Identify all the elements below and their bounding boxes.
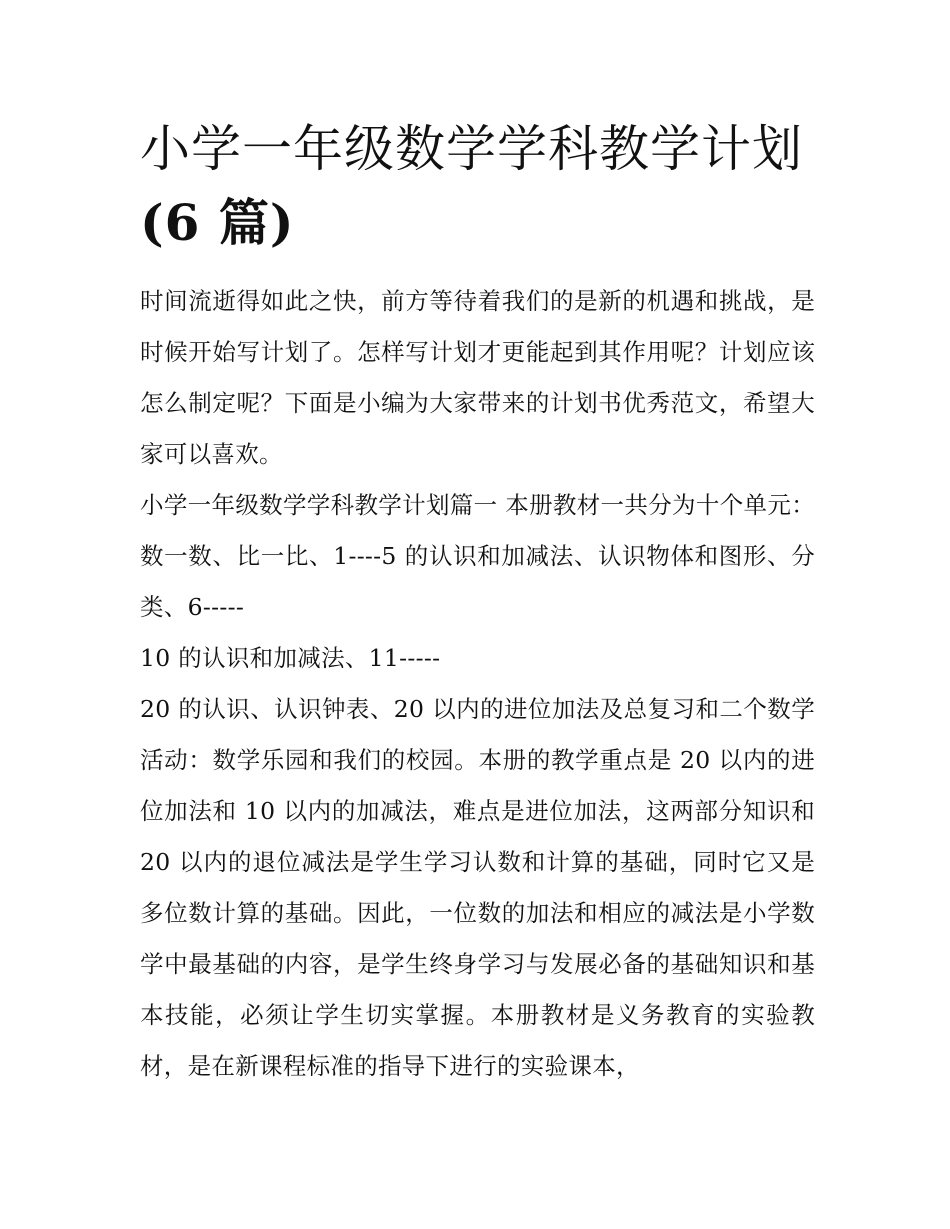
paragraph-content: 20 的认识、认识钟表、20 以内的进位加法及总复习和二个数学活动：数学乐园和我们的校园。本册的教学重点是 20 以内的进位加法和 10 以内的加减法，难点是进位加法，这两部分知识和 20 以内的退位减法是学生学习认数和计算的基础，同时它又是多位数计算的基础。因此，一位数的加法和相应的减法是小学数学中最基础的内容，是学生终身学习与发展必备的基础知识和基本技能，必须让学生切实掌握。本册教材是义务教育的实验教材，是在新课程标准的指导下进行的实验课本， <box>140 695 815 1080</box>
document-page <box>140 112 815 1092</box>
title-line-1: 小学一年级数学学科教学计划 <box>140 120 803 178</box>
paragraph-intro: 时间流逝得如此之快，前方等待着我们的是新的机遇和挑战，是时候开始写计划了。怎样写计划才更能起到其作用呢？计划应该怎么制定呢？下面是小编为大家带来的计划书优秀范文，希望大家可以喜欢。 <box>140 287 815 468</box>
title-line-2: (6 篇) <box>140 193 295 252</box>
paragraph-fragment: 10 的认识和加减法、11----- <box>140 644 441 672</box>
paragraph-plan-one: 小学一年级数学学科教学计划篇一 本册教材一共分为十个单元：数一数、比一比、1----5 的认识和加减法、认识物体和图形、分类、6----- <box>140 491 815 621</box>
document-title <box>140 112 815 260</box>
document-body <box>140 276 815 1092</box>
